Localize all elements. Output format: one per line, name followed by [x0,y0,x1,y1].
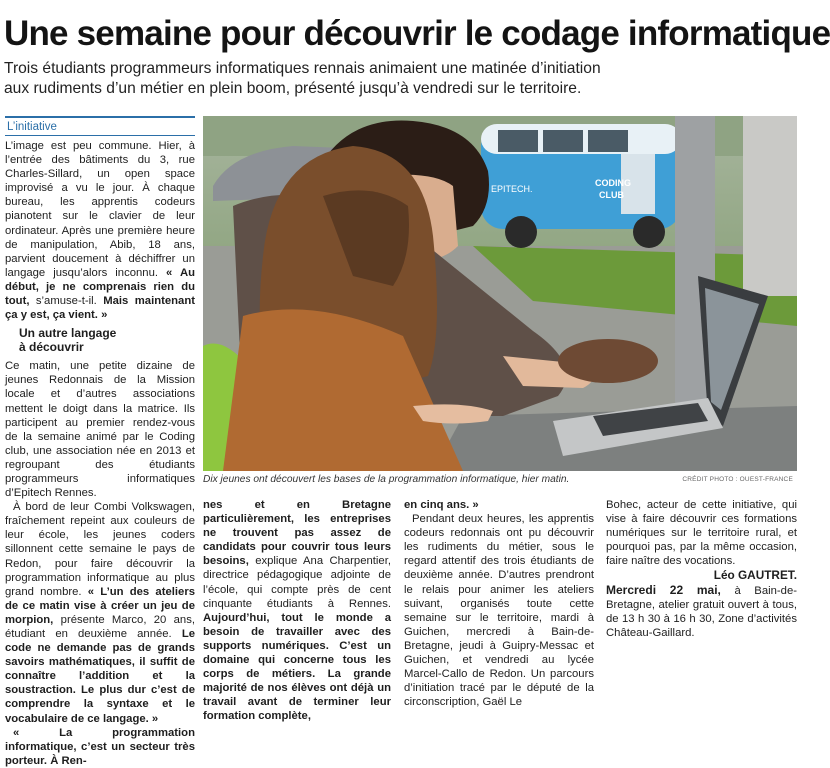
paragraph-5 [203,498,391,724]
column-4 [606,498,797,640]
quote-abib-1: « Au début, je ne comprenais rien du tout, [5,266,196,308]
quote-ana-3: en cinq ans. » [404,499,479,511]
standfirst-line-2: aux rudiments d’un métier en plein boom, présenté jusqu’à vendredi sur le territoire. [4,80,582,97]
article-photo [203,116,797,471]
van-logo-line-2: CLUB [599,190,624,200]
subheading [5,326,195,354]
quote-ana-2: Aujourd’hui, tout le monde a besoin de travailler avec des supports numériques. C’est un domaine qui concerne tous les corps de métiers. La grande majorité de nos élèves ont déjà un travail avant de terminer leur formation complète, [203,611,391,723]
column-1 [5,116,195,768]
wall [743,116,797,296]
photo-credit: CRÉDIT PHOTO : OUEST-FRANCE [682,476,793,483]
paragraph-6: Pendant deux heures, les apprentis codeurs redonnais ont pu découvrir les rudiments du métier, sous le regard attentif des trois étudiants de deuxième année. D’autres prendront le relais pour animer les ateliers suivant, organisés toute cette semaine sur le territoire, mardi à Guichen, mercredi à Bain-de-Bretagne, jeudi à Guipry-Messac et Guichen, et vendredi au lycée Marcel-Callo de Redon. Un parcours d’initiation tracé par le député de la circonscription, Gaël Le [404,513,594,709]
quote-abib-2: Mais maintenant ça y est, ça vient. » [5,295,195,322]
van-plate-text: EPITECH. [491,184,533,194]
caption-text: Dix jeunes ont découvert les bases de la programmation informatique, hier matin. [203,474,570,485]
paragraph-3 [5,500,195,726]
author-signature: Léo GAUTRET. [713,568,797,583]
paragraph-4 [5,726,195,768]
quote-marco-2: Le code ne demande pas de grands savoirs mathématiques, il suffit de connaître l’addition et la soustraction. Le plus dur c’est de comprendre la syntaxe et le vocabulaire de ce langage. » [5,628,196,725]
quote-marco-1: « L’un des ateliers de ce matin vise à créer un jeu de morpion, [5,585,195,626]
event-info [606,583,797,640]
photo-caption [203,474,797,488]
paragraph-2: Ce matin, une petite dizaine de jeunes Redonnais de la Mission locale et d’autres associations mettent le doigt dans la matrice. Ils participent au premier rendez-vous de la semaine animé par le Coding club, une association née en 2013 et regroupant des étudiants programmeurs informatiques d’Epitech Rennes. [5,360,195,500]
subheading-line-2: à découvrir [19,340,84,355]
paragraph-5-text: explique Ana Charpentier, directrice pédagogique adjointe de l’école, qui compte près de cent cinquante étudiants à Rennes. [203,555,391,610]
van-logo-line-1: CODING [595,178,631,188]
paragraph-1 [5,139,195,322]
column-3 [404,498,594,709]
column-2 [203,498,391,724]
standfirst [4,59,802,99]
quote-ana-start: « La programmation informatique, c’est un secteur très porteur. À Ren- [5,726,195,767]
photo-illustration [203,116,797,471]
event-details: à Bain-de-Bretagne, atelier gratuit ouvert à tous, de 13 h 30 à 16 h 30, Zone d’activités Château-Gaillard. [606,584,797,639]
quote-attribution: s’amuse-t-il. [35,295,97,308]
subheading-line-1: Un autre langage [19,326,117,341]
quote-ana-1: nes et en Bretagne particulièrement, les entreprises ne trouvent pas assez de candidats pour couvrir tous leurs besoins, [203,499,391,568]
standfirst-line-1: Trois étudiants programmeurs informatiques rennais animaient une matinée d’initiation [4,60,601,77]
paragraph-7: Bohec, acteur de cette initiative, qui vise à faire découvrir ces formations numériques sur le territoire rural, et pourquoi pas, par la même occasion, faire naître des vocations. [606,499,797,568]
paragraph-3-text-a: À bord de leur Combi Volkswagen, fraîchement repeint aux couleurs de leur école, les jeunes coders sillonnent cette semaine le pays de Redon, pour faire découvrir la programmation informatique au plus grand nombre. [5,501,195,598]
paragraph-1-text: L’image est peu commune. Hier, à l’entrée des bâtiments du 3, rue Charles-Sillard, un open space improvisé a vu le jour. À chaque bureau, les apprentis codeurs pianotent sur le clavier de leur ordinateur. Après une première heure de manipulation, Abib, 18 ans, parvient doucement à déchiffrer un langage jusqu’alors inconnu. [5,140,195,279]
quote-ana-end [404,498,594,512]
paragraph-3-text-b: présente Marco, 20 ans, étudiant en deuxième année. [5,613,196,640]
headline: Une semaine pour découvrir le codage informatique [4,14,830,53]
handbag [558,339,658,383]
section-rubric: L’initiative [5,116,195,136]
event-date: Mercredi 22 mai, [606,582,721,597]
